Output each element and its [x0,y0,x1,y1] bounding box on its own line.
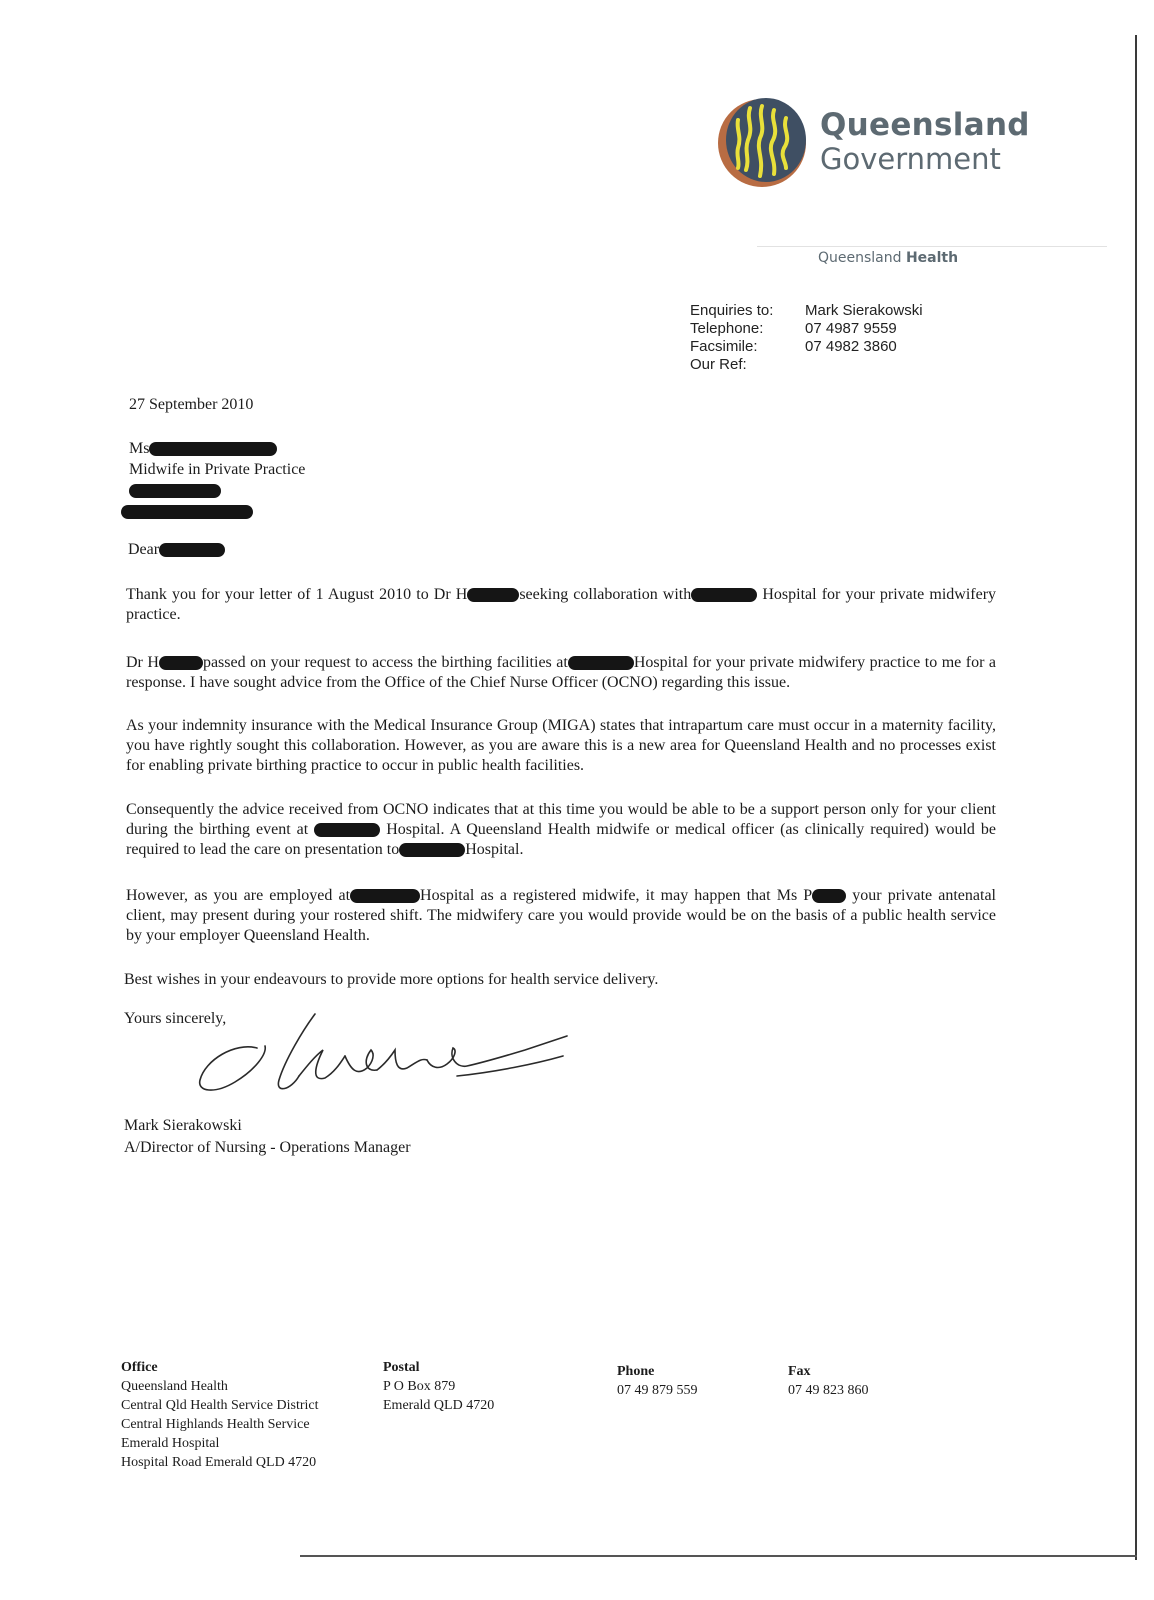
signer-title: A/Director of Nursing - Operations Manager [124,1139,411,1156]
department-prefix: Queensland [818,250,902,266]
redaction-mark [568,656,634,670]
footer-fax-heading: Fax [788,1364,811,1379]
letter-date: 27 September 2010 [129,396,254,413]
footer-postal-line: P O Box 879 [383,1379,456,1394]
signer-block [124,1115,411,1159]
handwritten-signature-icon [195,1010,575,1105]
recipient-prefix: Ms [129,440,150,457]
footer-office-line: Queensland Health [121,1379,228,1394]
footer-postal-heading: Postal [383,1360,420,1375]
redaction-mark [159,656,203,670]
recipient-role: Midwife in Private Practice [129,461,306,478]
footer-office-line: Central Qld Health Service District [121,1398,319,1413]
redaction-mark [314,823,380,837]
redaction-mark [129,484,221,498]
brand-line-1: Queensland [820,107,1030,143]
department-name [818,250,958,266]
redaction-mark [159,543,225,557]
brand-wordmark [820,108,1030,176]
paragraph-5-c: your private antenatal client, may present during your rostered shift. The midwifery care you would provide would be on the basis of a public health service by your employer Queensland Health. [126,887,996,944]
telephone-row [690,320,923,338]
paragraph-5 [126,886,996,946]
department-suffix: Health [905,250,959,266]
paragraph-2-b: passed on your request to access the birthing facilities at [202,654,568,671]
scan-edge-bottom [300,1555,1137,1557]
footer-postal [383,1358,494,1415]
closing: Yours sincerely, [124,1010,227,1027]
our-ref-label: Our Ref: [690,356,747,373]
paragraph-1-b: seeking collaboration with [519,586,692,603]
paragraph-5-a: However, as you are employed at [126,887,351,904]
footer-phone [617,1362,698,1400]
signer-name: Mark Sierakowski [124,1117,242,1134]
recipient-address [129,438,305,522]
our-ref-row [690,356,923,374]
footer-office-line: Central Highlands Health Service [121,1417,310,1432]
enquiries-label: Enquiries to: [690,302,774,319]
paragraph-4 [126,800,996,860]
paragraph-2-a: Dr H [126,654,159,671]
enquiries-value: Mark Sierakowski [805,302,923,319]
brand-line-2: Government [820,142,1001,176]
footer-phone-value: 07 49 879 559 [617,1383,698,1398]
recipient-town-line [129,501,305,522]
paragraph-3: As your indemnity insurance with the Medical Insurance Group (MIGA) states that intrapartum care must occur in a maternity facility, you have rightly sought this collaboration. However, as you are aware this is a new area for Queensland Health and no processes exist for enabling private birthing practice to occur in public health facilities. [126,717,996,774]
footer-fax-value: 07 49 823 860 [788,1383,869,1398]
paragraph-2-c: Hospital for your private midwifery practice to me for a response. I have sought advice from the Office of the Chief Nurse Officer (OCNO) regarding this issue. [126,654,997,691]
salutation-line [128,540,225,559]
footer-office [121,1358,319,1472]
salutation: Dear [128,541,160,558]
redaction-mark [121,505,253,519]
footer-office-heading: Office [121,1360,158,1375]
footer-fax [788,1362,869,1400]
redaction-mark [350,889,420,903]
recipient-name-line [129,438,305,459]
footer-phone-heading: Phone [617,1364,655,1379]
redaction-mark [149,442,277,456]
facsimile-label: Facsimile: [690,338,758,355]
facsimile-value: 07 4982 3860 [805,338,897,355]
redaction-mark [399,843,465,857]
footer-office-line: Emerald Hospital [121,1436,220,1451]
footer-office-line: Hospital Road Emerald QLD 4720 [121,1455,317,1470]
paragraph-1-c: Hospital for your private midwifery practice. [126,586,997,623]
paragraph-6: Best wishes in your endeavours to provide more options for health service delivery. [124,971,659,988]
facsimile-row [690,338,923,356]
recipient-po-box-line [129,480,305,501]
redaction-mark [691,588,757,602]
enquiries-block [690,302,923,374]
queensland-government-logo-icon [716,96,812,192]
telephone-value: 07 4987 9559 [805,320,897,337]
scan-edge-right [1135,35,1137,1560]
enquiries-row [690,302,923,320]
redaction-mark [812,889,846,903]
paragraph-4-c: Hospital. [465,841,524,858]
paragraph-1-a: Thank you for your letter of 1 August 2010 to Dr H [126,586,468,603]
paragraph-4-b: Hospital. A Queensland Health midwife or medical officer (as clinically required) would be required to lead the care on presentation to [126,821,997,858]
redaction-mark [467,588,519,602]
telephone-label: Telephone: [690,320,764,337]
header-rule [757,246,1107,247]
paragraph-5-b: Hospital as a registered midwife, it may happen that Ms P [420,887,813,904]
footer-postal-line: Emerald QLD 4720 [383,1398,495,1413]
paragraph-2 [126,653,996,693]
paragraph-4-a: Consequently the advice received from OCNO indicates that at this time you would be able to be a support person only for your client during the birthing event at [126,801,996,838]
paragraph-1 [126,585,996,625]
